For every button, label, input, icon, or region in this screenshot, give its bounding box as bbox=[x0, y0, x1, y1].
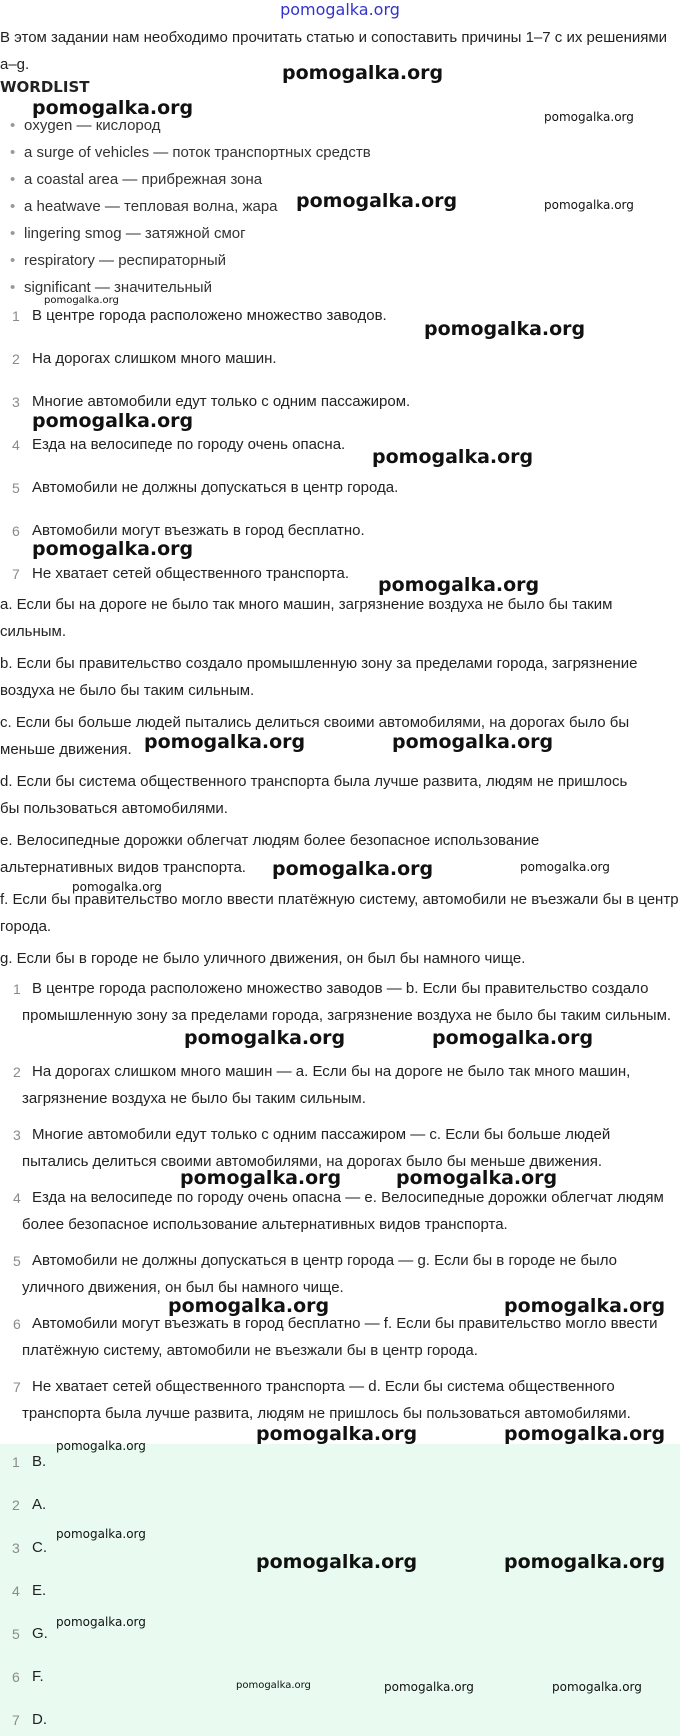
bullet-icon: • bbox=[10, 279, 16, 296]
solution-item: g. Если бы в городе не было уличного движения, он был бы намного чище. bbox=[0, 950, 526, 967]
watermark: pomogalka.org bbox=[282, 62, 444, 84]
match-number: 1 bbox=[13, 981, 21, 997]
bullet-icon: • bbox=[10, 225, 16, 242]
cause-text: На дорогах слишком много машин. bbox=[32, 350, 277, 367]
intro-text: В этом задании нам необходимо прочитать статью и сопоставить причины 1–7 с их решениями a–g. bbox=[0, 29, 668, 73]
watermark: pomogalka.org bbox=[552, 1680, 642, 1694]
watermark: pomogalka.org bbox=[504, 1423, 666, 1445]
wordlist-item: a heatwave — тепловая волна, жара bbox=[24, 198, 278, 215]
bullet-icon: • bbox=[10, 171, 16, 188]
match-text: Многие автомобили едут только с одним пассажиром — c. Если бы больше людей пытались делиться своими автомобилями, на дорогах было бы меньше движения. bbox=[22, 1126, 611, 1170]
cause-number: 4 bbox=[12, 437, 20, 453]
watermark: pomogalka.org bbox=[56, 1527, 146, 1541]
solution-item: c. Если бы больше людей пытались делиться своими автомобилями, на дорогах было бы меньше движения. bbox=[0, 714, 630, 758]
bullet-icon: • bbox=[10, 252, 16, 269]
wordlist-item: significant — значительный bbox=[24, 279, 212, 296]
watermark: pomogalka.org bbox=[144, 731, 306, 753]
solution-item: f. Если бы правительство могло ввести платёжную систему, автомобили не въезжали бы в центр города. bbox=[0, 891, 679, 935]
watermark: pomogalka.org bbox=[504, 1295, 666, 1317]
cause-text: Не хватает сетей общественного транспорта. bbox=[32, 565, 350, 582]
cause-number: 2 bbox=[12, 351, 20, 367]
watermark: pomogalka.org bbox=[272, 858, 434, 880]
solution-item: b. Если бы правительство создало промышленную зону за пределами города, загрязнение воздуха не было бы таким сильным. bbox=[0, 655, 638, 699]
watermark: pomogalka.org bbox=[256, 1423, 418, 1445]
match-number: 2 bbox=[13, 1064, 21, 1080]
answer-number: 7 bbox=[12, 1712, 20, 1728]
match-number: 7 bbox=[13, 1379, 21, 1395]
match-number: 4 bbox=[13, 1190, 21, 1206]
wordlist-item: a coastal area — прибрежная зона bbox=[24, 171, 263, 188]
cause-number: 7 bbox=[12, 566, 20, 582]
answer-number: 1 bbox=[12, 1454, 20, 1470]
cause-number: 6 bbox=[12, 523, 20, 539]
watermark: pomogalka.org bbox=[32, 97, 194, 119]
answer-number: 3 bbox=[12, 1540, 20, 1556]
watermark: pomogalka.org bbox=[384, 1680, 474, 1694]
cause-text: В центре города расположено множество заводов. bbox=[32, 307, 387, 324]
bullet-icon: • bbox=[10, 198, 16, 215]
watermark: pomogalka.org bbox=[544, 198, 634, 212]
watermark: pomogalka.org bbox=[372, 446, 534, 468]
answer-text: B. bbox=[32, 1453, 47, 1470]
match-text: В центре города расположено множество заводов — b. Если бы правительство создало промышленную зону за пределами города, загрязнение воздуха не было бы таким сильным. bbox=[22, 980, 672, 1024]
bullet-icon: • bbox=[10, 144, 16, 161]
answer-text: D. bbox=[32, 1711, 47, 1728]
wordlist-item: lingering smog — затяжной смог bbox=[24, 225, 246, 242]
watermark: pomogalka.org bbox=[236, 1680, 311, 1691]
answer-number: 6 bbox=[12, 1669, 20, 1685]
watermark: pomogalka.org bbox=[56, 1615, 146, 1629]
answer-text: G. bbox=[32, 1625, 48, 1642]
wordlist-heading: WORDLIST bbox=[0, 78, 90, 96]
match-number: 6 bbox=[13, 1316, 21, 1332]
watermark: pomogalka.org bbox=[520, 860, 610, 874]
answer-number: 4 bbox=[12, 1583, 20, 1599]
watermark: pomogalka.org bbox=[378, 574, 540, 596]
solution-item: a. Если бы на дороге не было так много машин, загрязнение воздуха не было бы таким сильным. bbox=[0, 596, 613, 640]
cause-number: 1 bbox=[12, 308, 20, 324]
cause-number: 5 bbox=[12, 480, 20, 496]
watermark: pomogalka.org bbox=[32, 410, 194, 432]
match-text: Автомобили могут въезжать в город бесплатно — f. Если бы правительство могло ввести платёжную систему, автомобили не въезжали бы в центр города. bbox=[22, 1315, 658, 1359]
watermark: pomogalka.org bbox=[544, 110, 634, 124]
match-text: Не хватает сетей общественного транспорта — d. Если бы система общественного транспорта была лучше развита, людям не пришлось бы пользоваться автомобилями. bbox=[22, 1378, 631, 1422]
solution-item: e. Велосипедные дорожки облегчат людям более безопасное использование альтернативных видов транспорта. bbox=[0, 832, 540, 876]
cause-text: Автомобили могут въезжать в город бесплатно. bbox=[32, 522, 365, 539]
match-text: Автомобили не должны допускаться в центр города — g. Если бы в городе не было уличного движения, он был бы намного чище. bbox=[22, 1252, 617, 1296]
solution-item: d. Если бы система общественного транспорта была лучше развита, людям не пришлось бы пользоваться автомобилями. bbox=[0, 773, 628, 817]
match-number: 5 bbox=[13, 1253, 21, 1269]
cause-number: 3 bbox=[12, 394, 20, 410]
match-number: 3 bbox=[13, 1127, 21, 1143]
cause-text: Езда на велосипеде по городу очень опасна. bbox=[32, 436, 346, 453]
watermark: pomogalka.org bbox=[72, 880, 162, 894]
answer-number: 5 bbox=[12, 1626, 20, 1642]
watermark: pomogalka.org bbox=[392, 731, 554, 753]
site-title[interactable]: pomogalka.org bbox=[280, 0, 400, 19]
watermark: pomogalka.org bbox=[56, 1439, 146, 1453]
wordlist-item: a surge of vehicles — поток транспортных средств bbox=[24, 144, 371, 161]
wordlist-item: respiratory — респираторный bbox=[24, 252, 227, 269]
watermark: pomogalka.org bbox=[504, 1551, 666, 1573]
answer-text: F. bbox=[32, 1668, 44, 1685]
answer-text: A. bbox=[32, 1496, 47, 1513]
watermark: pomogalka.org bbox=[184, 1027, 346, 1049]
answer-text: C. bbox=[32, 1539, 47, 1556]
watermark: pomogalka.org bbox=[180, 1167, 342, 1189]
watermark: pomogalka.org bbox=[168, 1295, 330, 1317]
match-text: Езда на велосипеде по городу очень опасна — e. Велосипедные дорожки облегчат людям более безопасное использование альтернативных видов транспорта. bbox=[22, 1189, 664, 1233]
watermark: pomogalka.org bbox=[296, 190, 458, 212]
match-text: На дорогах слишком много машин — a. Если бы на дороге не было так много машин, загрязнение воздуха не было бы таким сильным. bbox=[22, 1063, 631, 1107]
watermark: pomogalka.org bbox=[32, 538, 194, 560]
watermark: pomogalka.org bbox=[424, 318, 586, 340]
answer-text: E. bbox=[32, 1582, 47, 1599]
watermark: pomogalka.org bbox=[432, 1027, 594, 1049]
answer-number: 2 bbox=[12, 1497, 20, 1513]
watermark: pomogalka.org bbox=[396, 1167, 558, 1189]
cause-text: Многие автомобили едут только с одним пассажиром. bbox=[32, 393, 411, 410]
watermark: pomogalka.org bbox=[256, 1551, 418, 1573]
watermark: pomogalka.org bbox=[44, 295, 119, 306]
wordlist-item: oxygen — кислород bbox=[24, 117, 161, 134]
cause-text: Автомобили не должны допускаться в центр города. bbox=[32, 479, 399, 496]
bullet-icon: • bbox=[10, 117, 16, 134]
